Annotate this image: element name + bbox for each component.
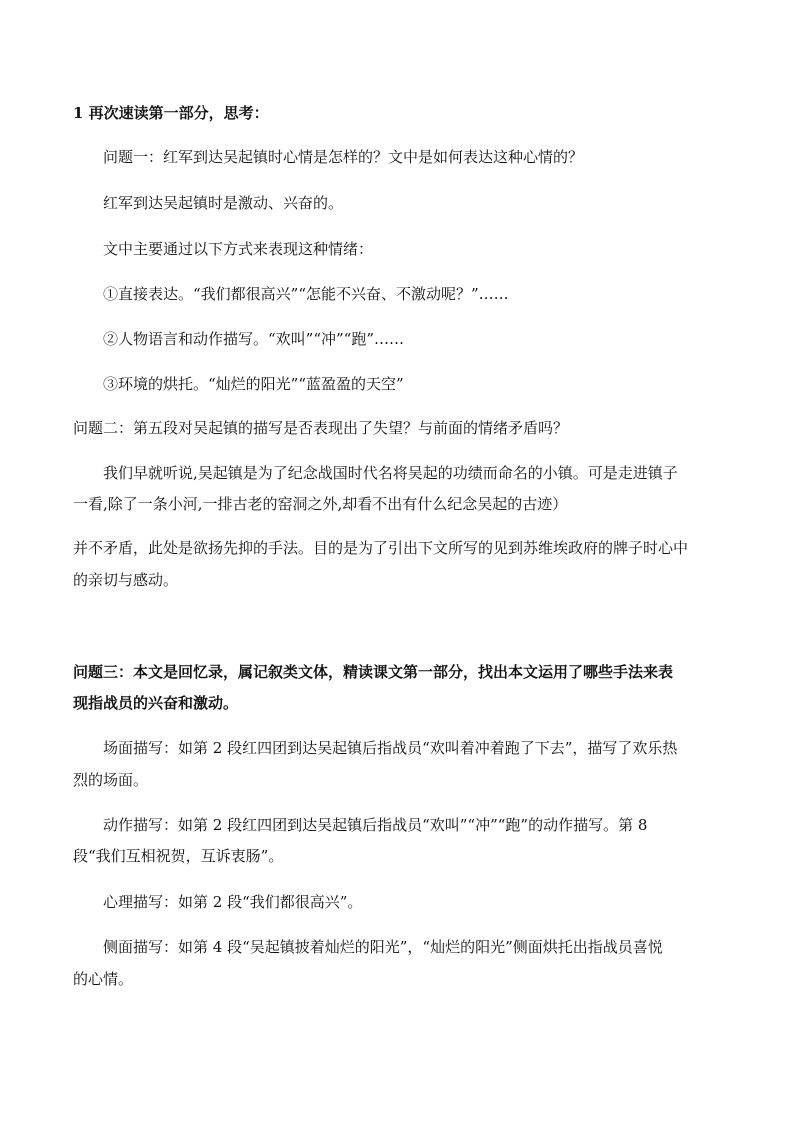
question-two-quote-line-1: 我们早就听说,吴起镇是为了纪念战国时代名将吴起的功绩而命名的小镇。可是走进镇子 (103, 464, 678, 482)
psychological-description: 心理描写：如第 2 段“我们都很高兴”。 (103, 893, 363, 911)
question-two-quote-line-2: 一看,除了一条小河,一排古老的窑洞之外,却看不出有什么纪念吴起的古迹） (73, 495, 568, 513)
question-two-answer-line-2: 的亲切与感动。 (73, 571, 179, 589)
action-description-line-1: 动作描写：如第 2 段红四团到达吴起镇后指战员“欢叫”“冲”“跑”的动作描写。第 8 (103, 816, 648, 834)
scene-description-line-1: 场面描写：如第 2 段红四团到达吴起镇后指战员“欢叫着冲着跑了下去”，描写了欢乐热 (103, 739, 678, 757)
side-description-line-1: 侧面描写：如第 4 段“吴起镇披着灿烂的阳光”，“灿烂的阳光”侧面烘托出指战员喜悦 (103, 938, 663, 956)
question-two-answer-line-1: 并不矛盾，此处是欲扬先抑的手法。目的是为了引出下文所写的见到苏维埃政府的牌子时心中 (73, 539, 689, 557)
side-description-line-2: 的心情。 (73, 970, 134, 988)
question-three-line-1: 问题三：本文是回忆录，属记叙类文体，精读课文第一部分，找出本文运用了哪些手法来表 (73, 663, 674, 681)
point-direct-expression: ①直接表达。“我们都很高兴”“怎能不兴奋、不激动呢？”…… (103, 285, 509, 303)
action-description-line-2: 段“我们互相祝贺，互诉衷肠”。 (73, 847, 284, 865)
question-one: 问题一：红军到达吴起镇时心情是怎样的？文中是如何表达这种心情的？ (103, 148, 584, 166)
question-three-line-2: 现指战员的兴奋和激动。 (73, 694, 239, 712)
question-one-answer: 红军到达吴起镇时是激动、兴奋的。 (103, 194, 344, 212)
question-two: 问题二：第五段对吴起镇的描写是否表现出了失望？与前面的情绪矛盾吗？ (73, 419, 569, 437)
point-environment: ③环境的烘托。“灿烂的阳光”“蓝盈盈的天空” (103, 375, 404, 393)
scene-description-line-2: 烈的场面。 (73, 771, 149, 789)
section-heading: 1 再次速读第一部分，思考： (73, 104, 269, 122)
point-language-action: ②人物语言和动作描写。“欢叫”“冲”“跑”…… (103, 330, 405, 348)
question-one-intro: 文中主要通过以下方式来表现这种情绪： (103, 240, 374, 258)
